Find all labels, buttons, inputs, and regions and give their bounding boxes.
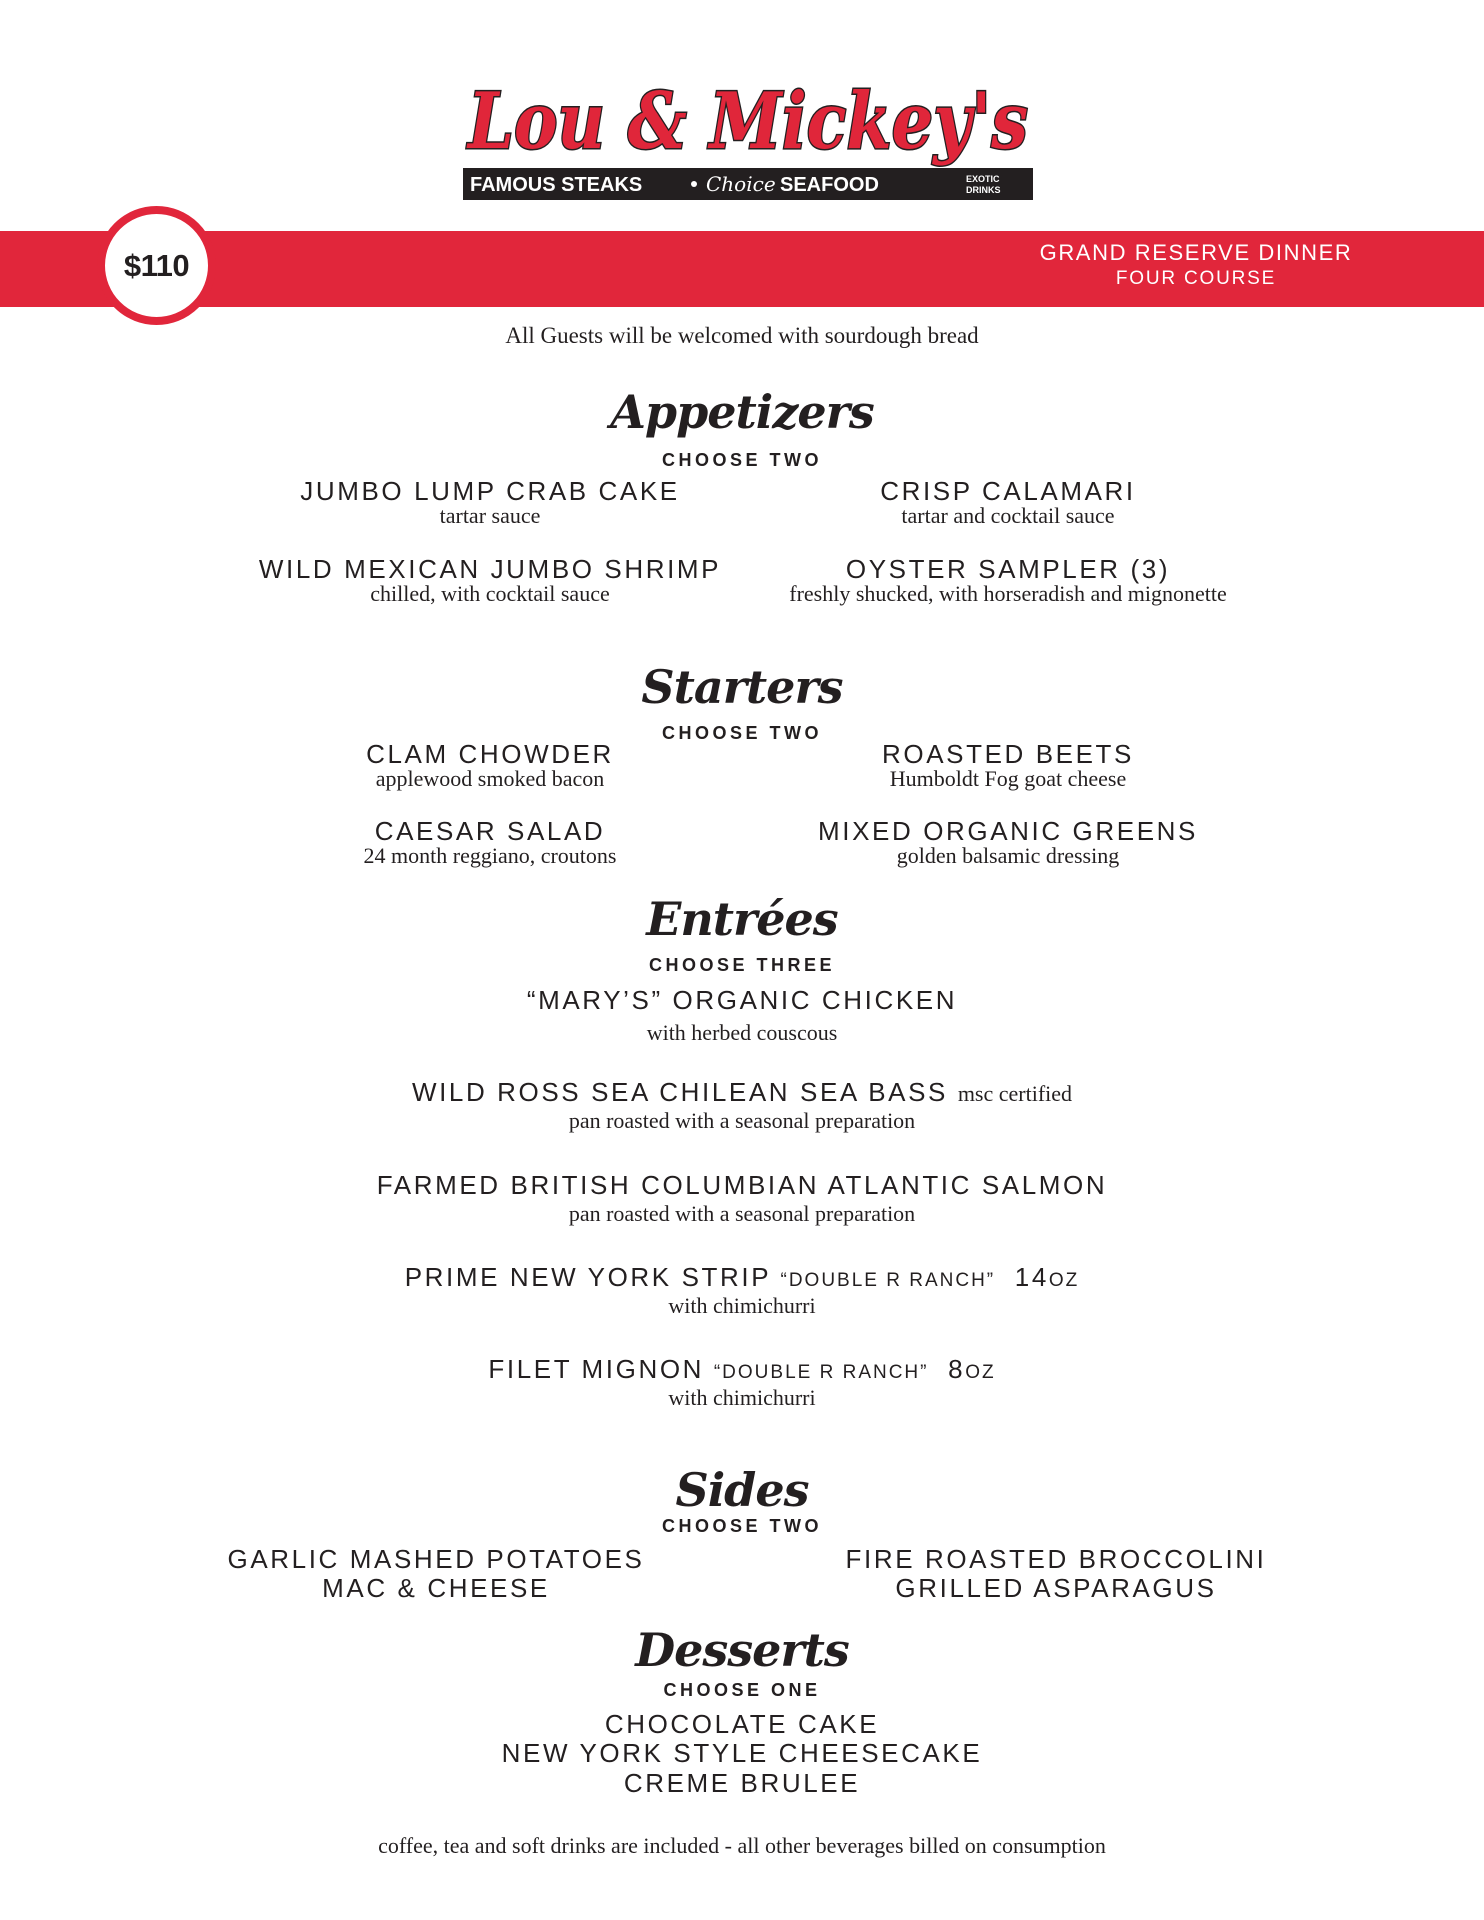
item-description: with chimichurri <box>668 1385 816 1410</box>
item-description: pan roasted with a seasonal preparation <box>568 1201 916 1226</box>
item-description: with chimichurri <box>668 1293 816 1318</box>
item-description: with herbed couscous <box>646 1020 838 1045</box>
desserts-heading: Desserts <box>635 1623 849 1677</box>
item-name: CRISP CALAMARI <box>880 476 1136 506</box>
item-name: WILD ROSS SEA CHILEAN SEA BASS <box>411 1077 948 1107</box>
item-description: applewood smoked bacon <box>375 766 605 791</box>
restaurant-logo <box>458 70 1038 205</box>
item-title-line <box>0 1077 1484 1108</box>
logo-dot <box>691 181 697 187</box>
appetizers-heading: Appetizers <box>610 385 874 439</box>
menu-item <box>190 816 790 869</box>
starters-choose: CHOOSE TWO <box>662 723 822 743</box>
item-name: OYSTER SAMPLER (3) <box>845 554 1171 584</box>
menu-item <box>190 554 790 607</box>
menu-item <box>0 985 1484 1046</box>
menu-item <box>708 554 1308 607</box>
menu-item <box>708 816 1308 869</box>
logo-tagline-left: FAMOUS STEAKS <box>470 174 643 196</box>
side-item: FIRE ROASTED BROCCOLINI <box>845 1544 1267 1574</box>
item-weight-unit: OZ <box>1048 1270 1080 1291</box>
item-description: 24 month reggiano, croutons <box>363 843 617 868</box>
side-item: GRILLED ASPARAGUS <box>895 1573 1217 1603</box>
intro-text: All Guests will be welcomed with sourdough bread <box>505 323 979 348</box>
dessert-item: CREME BRULEE <box>623 1768 861 1798</box>
sides-choose: CHOOSE TWO <box>662 1516 822 1536</box>
menu-item <box>0 1262 1484 1319</box>
item-name: PRIME NEW YORK STRIP <box>404 1262 771 1292</box>
item-title-line <box>0 1262 1484 1293</box>
item-name: WILD MEXICAN JUMBO SHRIMP <box>258 554 722 584</box>
logo-tagline-right: SEAFOOD <box>780 174 879 196</box>
price-badge <box>97 206 216 325</box>
item-description: Humboldt Fog goat cheese <box>889 766 1127 791</box>
side-item: MAC & CHEESE <box>322 1573 550 1603</box>
desserts-choose: CHOOSE ONE <box>663 1680 821 1700</box>
side-item: GARLIC MASHED POTATOES <box>227 1544 645 1574</box>
item-name: FARMED BRITISH COLUMBIAN ATLANTIC SALMON <box>376 1170 1108 1200</box>
item-name: CAESAR SALAD <box>374 816 606 846</box>
starters-heading: Starters <box>641 660 843 714</box>
item-description: tartar sauce <box>439 503 541 528</box>
logo-tagline-exotic: EXOTIC <box>966 174 1000 184</box>
logo-tagline-choice: Choice <box>706 172 776 196</box>
menu-item <box>708 739 1308 792</box>
item-note: msc certified <box>957 1081 1073 1106</box>
item-description: tartar and cocktail sauce <box>901 503 1115 528</box>
item-description: golden balsamic dressing <box>896 843 1120 868</box>
dessert-item: CHOCOLATE CAKE <box>604 1709 880 1739</box>
item-name: ROASTED BEETS <box>882 739 1134 769</box>
item-name: FILET MIGNON <box>488 1354 705 1384</box>
price-text: $110 <box>123 247 190 283</box>
item-weight-unit: OZ <box>965 1362 996 1383</box>
banner-title: GRAND RESERVE DINNER <box>1039 240 1353 265</box>
item-name: MIXED ORGANIC GREENS <box>818 816 1198 846</box>
logo-tagline-drinks: DRINKS <box>966 185 1001 195</box>
logo-graphic <box>458 70 1038 205</box>
menu-item <box>190 739 790 792</box>
dessert-item: NEW YORK STYLE CHEESECAKE <box>501 1738 983 1768</box>
item-weight: 14 <box>1014 1262 1049 1292</box>
entrees-heading: Entrées <box>646 892 838 946</box>
item-title-line <box>0 1354 1484 1385</box>
item-description: freshly shucked, with horseradish and mignonette <box>789 581 1227 606</box>
footer-note: coffee, tea and soft drinks are included - all other beverages billed on consumption <box>378 1833 1106 1858</box>
entrees-choose: CHOOSE THREE <box>648 955 836 975</box>
menu-item <box>0 1077 1484 1134</box>
menu-item <box>0 1170 1484 1227</box>
menu-item <box>190 476 790 529</box>
item-name: “MARY’S” ORGANIC CHICKEN <box>526 985 958 1015</box>
item-note: “DOUBLE R RANCH” <box>780 1270 996 1291</box>
item-note: “DOUBLE R RANCH” <box>713 1362 929 1383</box>
sides-heading: Sides <box>675 1463 809 1517</box>
menu-item <box>708 476 1308 529</box>
appetizers-choose: CHOOSE TWO <box>662 450 822 470</box>
menu-item <box>0 1354 1484 1411</box>
item-description: pan roasted with a seasonal preparation <box>568 1108 916 1133</box>
item-name: CLAM CHOWDER <box>366 739 614 769</box>
logo-brand-text: Lou & Mickey's <box>466 76 1028 167</box>
item-description: chilled, with cocktail sauce <box>370 581 610 606</box>
banner-subtitle: FOUR COURSE <box>1115 268 1277 289</box>
item-name: JUMBO LUMP CRAB CAKE <box>300 476 680 506</box>
item-weight: 8 <box>948 1354 966 1384</box>
